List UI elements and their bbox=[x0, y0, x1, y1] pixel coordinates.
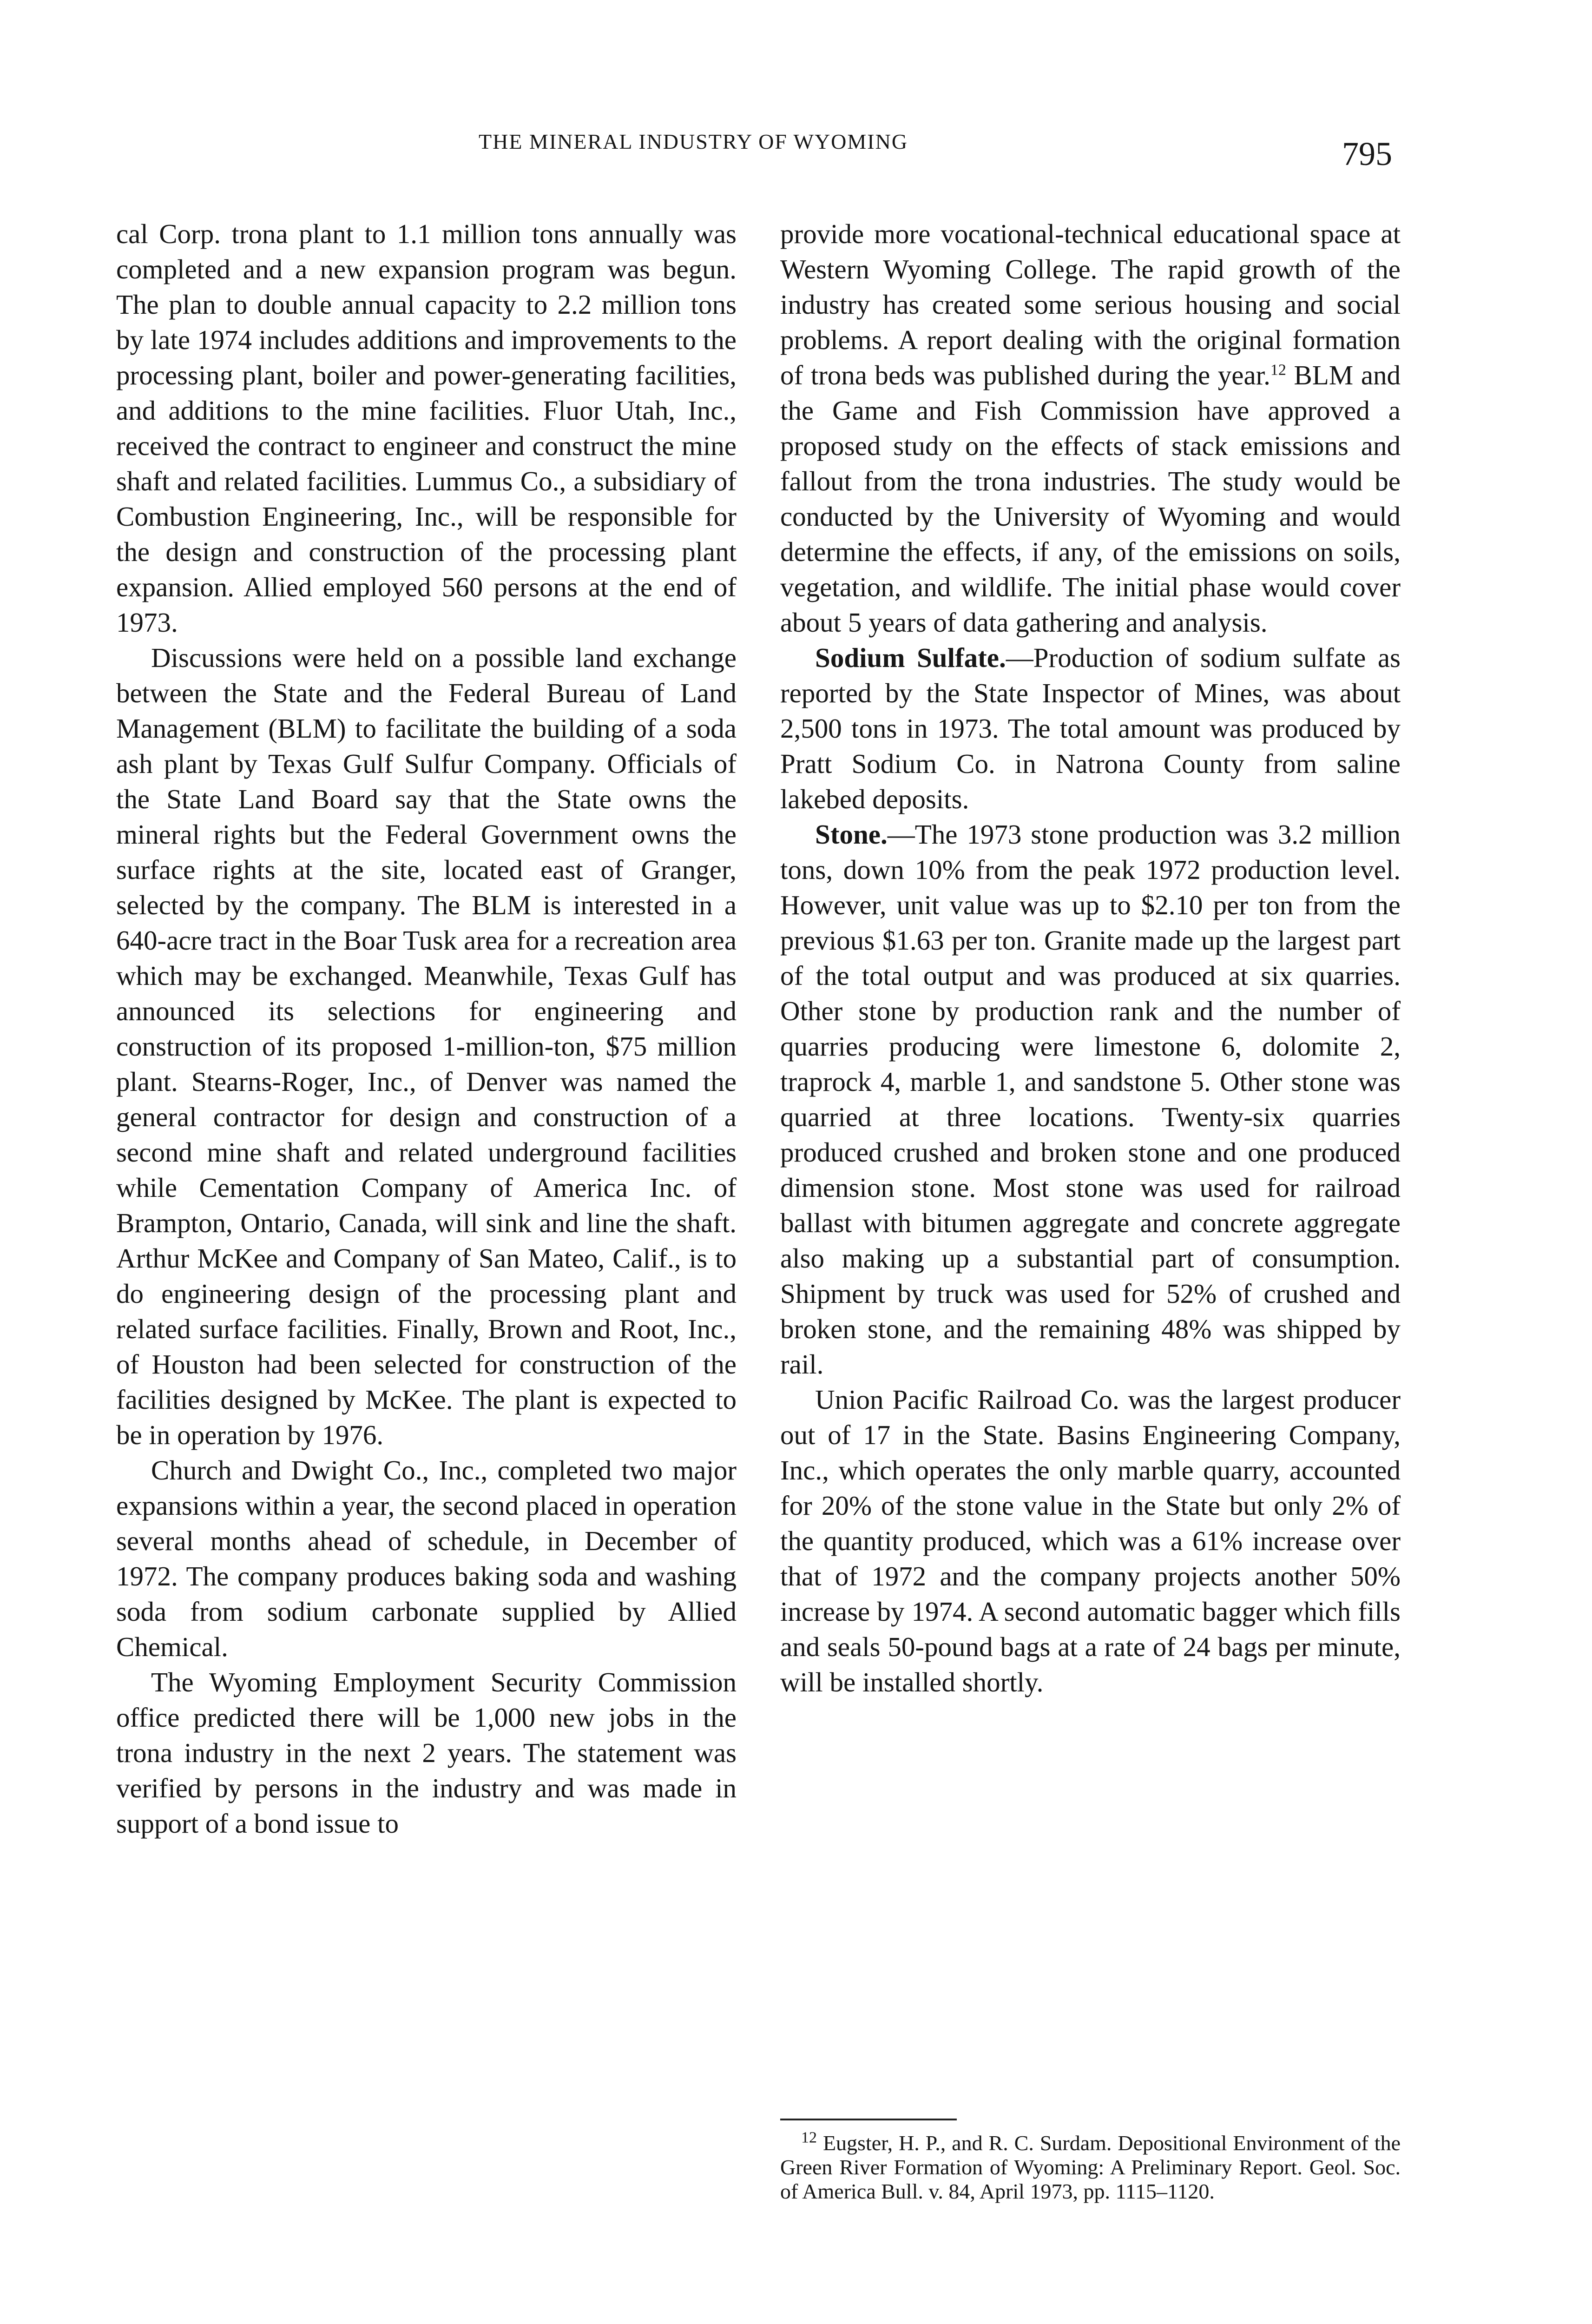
section-heading-sodium-sulfate: Sodium Sulfate. bbox=[815, 642, 1006, 673]
footnote bbox=[780, 2131, 1401, 2204]
footnote-reference: 12 bbox=[1270, 361, 1286, 379]
paragraph-college-continued bbox=[780, 216, 1401, 640]
paragraph-church-dwight: Church and Dwight Co., Inc., completed two major expansions within a year, the second placed in operation several months ahead of schedule, in December of 1972. The company produces baking soda and washing soda from sodium carbonate supplied by Allied Chemical. bbox=[116, 1455, 737, 1662]
right-column bbox=[780, 216, 1401, 1700]
paragraph-text: —The 1973 stone production was 3.2 million tons, down 10% from the peak 1972 production level. However, unit value was up to $2.10 per ton from the previous $1.63 per ton. Granite made up the largest part of the total output and was produced at six quarries. Other stone by production rank and the number of quarries producing were limestone 6, dolomite 2, traprock 4, marble 1, and sandstone 5. Other stone was quarried at three locations. Twenty-six quarries produced crushed and broken stone and one produced dimension stone. Most stone was used for railroad ballast with bitumen aggregate and concrete aggregate also making up a substantial part of consumption. Shipment by truck was used for 52% of crushed and broken stone, and the remaining 48% was shipped by rail. bbox=[780, 819, 1401, 1380]
paragraph-text: —Production of sodium sulfate as reported by the State Inspector of Mines, was about 2,500 tons in 1973. The total amount was produced by Pratt Sodium Co. in Natrona County from saline lakebed deposits. bbox=[780, 642, 1401, 814]
left-column bbox=[116, 216, 737, 1841]
paragraph-land-exchange: Discussions were held on a possible land exchange between the State and the Federal Bureau of Land Management (BLM) to facilitate the building of a soda ash plant by Texas Gulf Sulfur Company. Officials of the State Land Board say that the State owns the mineral rights but the Federal Government owns the surface rights at the site, located east of Granger, selected by the company. The BLM is interested in a 640-acre tract in the Boar Tusk area for a recreation area which may be exchanged. Meanwhile, Texas Gulf has announced its selections for engineering and construction of its proposed 1-million-ton, $75 million plant. Stearns-Roger, Inc., of Denver was named the general contractor for design and construction of a second mine shaft and related underground facilities while Cementation Company of America Inc. of Brampton, Ontario, Canada, will sink and line the shaft. Arthur McKee and Company of San Mateo, Calif., is to do engineering design of the processing plant and related surface facilities. Finally, Brown and Root, Inc., of Houston had been selected for construction of the facilities designed by McKee. The plant is expected to be in operation by 1976. bbox=[116, 642, 737, 1450]
footnote-text: Eugster, H. P., and R. C. Surdam. Depositional Environment of the Green River Formation of Wyoming: A Preliminary Report. Geol. Soc. of America Bull. v. 84, April 1973, pp. 1115–1120. bbox=[780, 2131, 1401, 2203]
paragraph-sodium-sulfate bbox=[780, 640, 1401, 817]
paragraph-union-pacific: Union Pacific Railroad Co. was the largest producer out of 17 in the State. Basins Engineering Company, Inc., which operates the only marble quarry, accounted for 20% of the stone value in the State but only 2% of the quantity produced, which was a 61% increase over that of 1972 and the company projects another 50% increase by 1974. A second automatic bagger which fills and seals 50-pound bags at a rate of 24 bags per minute, will be installed shortly. bbox=[780, 1384, 1401, 1697]
paragraph-text: provide more vocational-technical educational space at Western Wyoming College. The rapid growth of the industry has created some serious housing and social problems. A report dealing with the original formation of trona beds was published during the year. bbox=[780, 218, 1401, 390]
paragraph-employment: The Wyoming Employment Security Commission office predicted there will be 1,000 new jobs in the trona industry in the next 2 years. The statement was verified by persons in the industry and was made in support of a bond issue to bbox=[116, 1667, 737, 1839]
footnote-number: 12 bbox=[801, 2129, 817, 2146]
paragraph-text: BLM and the Game and Fish Commission have approved a proposed study on the effects of stack emissions and fallout from the trona industries. The study would be conducted by the University of Wyoming and would determine the effects, if any, of the emissions on soils, vegetation, and wildlife. The initial phase would cover about 5 years of data gathering and analysis. bbox=[780, 360, 1401, 638]
page-number: 795 bbox=[1342, 135, 1392, 172]
footnote-divider bbox=[780, 2119, 957, 2120]
paragraph-stone bbox=[780, 817, 1401, 1382]
running-title: THE MINERAL INDUSTRY OF WYOMING bbox=[479, 130, 908, 153]
paragraph-allied-expansion: cal Corp. trona plant to 1.1 million tons annually was completed and a new expansion program was begun. The plan to double annual capacity to 2.2 million tons by late 1974 includes additions and improvements to the processing plant, boiler and power-generating facilities, and additions to the mine facilities. Fluor Utah, Inc., received the contract to engineer and construct the mine shaft and related facilities. Lummus Co., a subsidiary of Combustion Engineering, Inc., will be responsible for the design and construction of the processing plant expansion. Allied employed 560 persons at the end of 1973. bbox=[116, 218, 737, 638]
section-heading-stone: Stone. bbox=[815, 819, 888, 850]
